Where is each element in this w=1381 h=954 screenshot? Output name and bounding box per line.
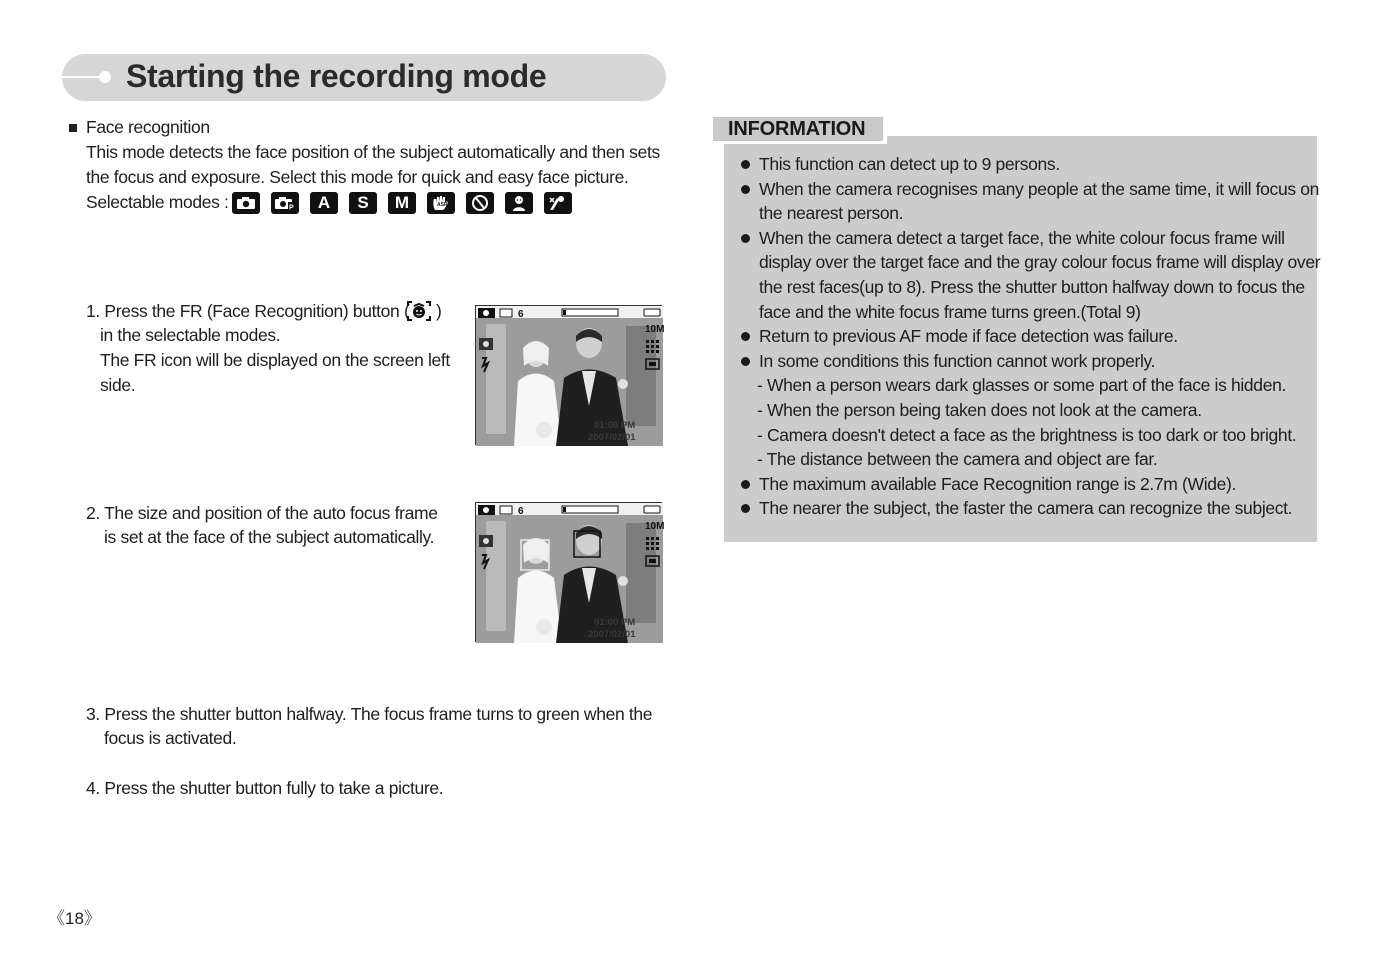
step-2-text: 2. The size and position of the auto focus frame bbox=[86, 503, 438, 523]
manual-mode-icon: M bbox=[388, 192, 416, 214]
section-description-line: This mode detects the face position of the subject automatically and then sets bbox=[86, 142, 660, 162]
info-sub-item: - Camera doesn't detect a face as the brightness is too dark or too bright. bbox=[757, 425, 1297, 445]
info-bullet: face and the white focus frame turns green.(Total 9) bbox=[759, 302, 1141, 322]
info-sub-item: - The distance between the camera and object are far. bbox=[757, 449, 1158, 469]
bullet-dot-icon bbox=[741, 504, 750, 513]
shot-count: 6 bbox=[518, 506, 524, 517]
step-3-text: focus is activated. bbox=[104, 728, 237, 748]
svg-text:ASR: ASR bbox=[437, 202, 448, 208]
info-sub-item: - When the person being taken does not look at the camera. bbox=[757, 400, 1202, 420]
lcd-date: 2007/02/01 bbox=[588, 432, 636, 443]
page-number: 《18》 bbox=[48, 909, 101, 928]
title-decoration-dot bbox=[99, 71, 111, 83]
info-bullet: the nearest person. bbox=[759, 203, 904, 223]
bullet-dot-icon bbox=[741, 357, 750, 366]
bullet-dot-icon bbox=[741, 332, 750, 341]
info-bullet: The nearer the subject, the faster the camera can recognize the subject. bbox=[759, 498, 1293, 518]
shot-count: 6 bbox=[518, 309, 524, 320]
info-sub-item: - When a person wears dark glasses or some part of the face is hidden. bbox=[757, 375, 1286, 395]
info-bullet: This function can detect up to 9 persons. bbox=[759, 154, 1060, 174]
section-description-line: the focus and exposure. Select this mode for quick and easy face picture. bbox=[86, 167, 629, 187]
lcd-time: 01:00 PM bbox=[594, 617, 636, 628]
section-heading: Face recognition bbox=[86, 117, 210, 137]
ds-hand-mode-icon bbox=[427, 192, 455, 214]
step-1-text: 1. Press the FR (Face Recognition) button ( bbox=[86, 301, 410, 321]
info-bullet: When the camera recognises many people at the same time, it will focus on bbox=[759, 179, 1320, 199]
bullet-dot-icon bbox=[741, 160, 750, 169]
page-title: Starting the recording mode bbox=[126, 58, 547, 94]
selectable-modes-label: Selectable modes : bbox=[86, 192, 229, 212]
step-1-text: in the selectable modes. bbox=[100, 325, 281, 345]
step-1-text: The FR icon will be displayed on the screen left bbox=[100, 350, 450, 370]
bullet-dot-icon bbox=[741, 234, 750, 243]
camera-mode-icon bbox=[232, 192, 260, 214]
step-1-text: ) bbox=[436, 301, 442, 321]
step-4-text: 4. Press the shutter button fully to take a picture. bbox=[86, 778, 444, 798]
square-bullet-icon bbox=[69, 124, 77, 132]
info-bullet: Return to previous AF mode if face detection was failure. bbox=[759, 326, 1178, 346]
svg-text:P: P bbox=[289, 204, 294, 212]
step-1-text: side. bbox=[100, 375, 136, 395]
information-heading: INFORMATION bbox=[728, 118, 866, 140]
image-size-badge: 10M bbox=[645, 521, 665, 532]
bullet-dot-icon bbox=[741, 185, 750, 194]
step-2-text: is set at the face of the subject automatically. bbox=[104, 527, 435, 547]
camera-lcd-screenshot-focus bbox=[475, 502, 665, 642]
step-3-text: 3. Press the shutter button halfway. The focus frame turns to green when the bbox=[86, 704, 653, 724]
info-bullet: the rest faces(up to 8). Press the shutter button halfway down to focus the bbox=[759, 277, 1305, 297]
shutter-priority-mode-icon: S bbox=[349, 192, 377, 214]
lcd-date: 2007/02/01 bbox=[588, 629, 636, 640]
children-scene-mode-icon bbox=[505, 192, 533, 214]
info-bullet: In some conditions this function cannot work properly. bbox=[759, 351, 1156, 371]
face-recognition-button-icon bbox=[406, 300, 432, 322]
aperture-priority-mode-icon: A bbox=[310, 192, 338, 214]
info-bullet: display over the target face and the gray colour focus frame will display over bbox=[759, 252, 1321, 272]
lcd-time: 01:00 PM bbox=[594, 420, 636, 431]
info-bullet: When the camera detect a target face, the white colour focus frame will bbox=[759, 228, 1285, 248]
bullet-dot-icon bbox=[741, 480, 750, 489]
camera-lcd-screenshot bbox=[475, 305, 665, 445]
program-mode-icon bbox=[271, 192, 299, 214]
image-size-badge: 10M bbox=[645, 324, 665, 335]
info-bullet: The maximum available Face Recognition range is 2.7m (Wide). bbox=[759, 474, 1236, 494]
portrait-scene-mode-icon bbox=[466, 192, 494, 214]
backlight-scene-mode-icon bbox=[544, 192, 572, 214]
selectable-modes-list bbox=[232, 192, 572, 214]
